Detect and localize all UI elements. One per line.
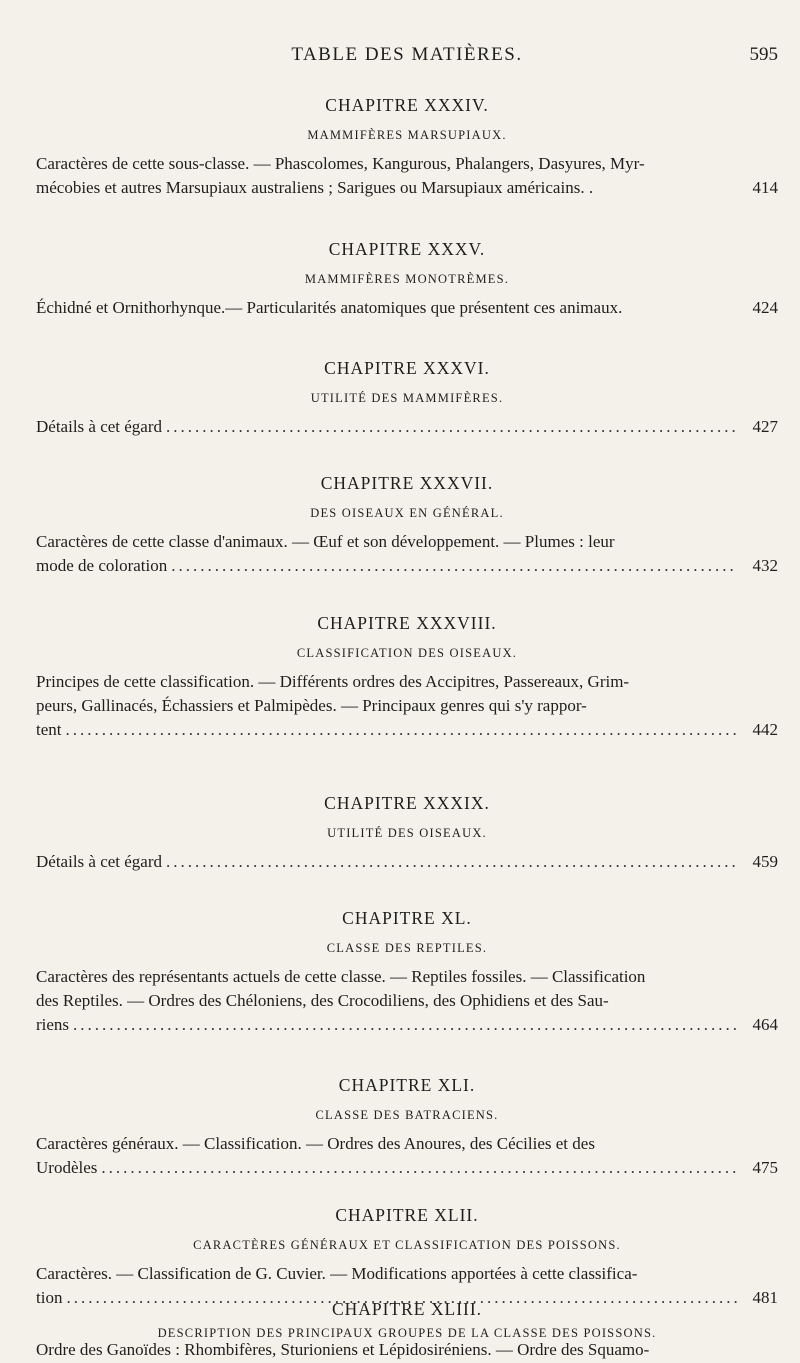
chapter-title: CHAPITRE XXXIV. — [325, 95, 489, 115]
entry-page: 481 — [752, 1288, 778, 1307]
chapter-title: CHAPITRE XXXVII. — [320, 473, 494, 493]
entry-tail: Détails à cet égard — [36, 852, 163, 871]
leader-dots — [171, 554, 738, 578]
entry-lead: Ordre des Ganoïdes : Rhombifères, Sturioniens et Lépidosiréniens. — Ordre des Squamo- — [36, 1340, 650, 1359]
chapter-title: CHAPITRE XLI. — [338, 1075, 476, 1095]
entry-final-line — [36, 718, 778, 742]
chapter-entry — [36, 1132, 778, 1180]
chapter-entry — [36, 1338, 778, 1362]
entry-lead: Caractères de cette classe d'animaux. — Œuf et son développement. — Plumes : leur — [36, 532, 615, 551]
entry-page: 475 — [752, 1158, 778, 1177]
chapter-subtitle: UTILITÉ DES OISEAUX. — [327, 826, 487, 840]
chapter-xliii-entry — [36, 1338, 778, 1362]
chapter-entry — [36, 415, 778, 439]
chapter-xxxv — [36, 236, 778, 320]
chapter-xlii — [36, 1202, 778, 1310]
leader-dots — [101, 1156, 738, 1180]
chapter-xxxiv — [36, 92, 778, 200]
chapter-xl — [36, 905, 778, 1037]
chapter-entry — [36, 152, 778, 200]
leader-dots — [166, 415, 738, 439]
entry-tail: tion — [36, 1288, 63, 1307]
running-head — [36, 44, 778, 74]
chapter-entry — [36, 296, 778, 320]
chapter-subtitle: DES OISEAUX EN GÉNÉRAL. — [310, 506, 504, 520]
entry-tail: Urodèles — [36, 1158, 98, 1177]
entry-page: 459 — [752, 852, 778, 871]
chapter-title: CHAPITRE XXXV. — [328, 239, 486, 259]
entry-final-line — [36, 415, 778, 439]
chapter-xxxviii — [36, 610, 778, 742]
chapter-title: CHAPITRE XXXVIII. — [317, 613, 497, 633]
entry-page: 424 — [752, 298, 778, 317]
chapter-title: CHAPITRE XLIII. — [331, 1299, 483, 1319]
leader-dots — [66, 718, 739, 742]
toc-page — [36, 0, 778, 1363]
entry-page: 464 — [752, 1015, 778, 1034]
chapter-xxxvii — [36, 470, 778, 578]
entry-page: 427 — [752, 417, 778, 436]
chapter-title: CHAPITRE XLII. — [335, 1205, 479, 1225]
chapter-title: CHAPITRE XXXIX. — [324, 793, 490, 813]
entry-final-line — [36, 554, 778, 578]
chapter-xli — [36, 1072, 778, 1180]
chapter-entry — [36, 670, 778, 742]
chapter-title: CHAPITRE XL. — [342, 908, 472, 928]
chapter-subtitle: CLASSIFICATION DES OISEAUX. — [296, 646, 518, 660]
entry-page: 442 — [752, 720, 778, 739]
entry-page: 414 — [752, 178, 778, 197]
page-title: TABLE DES MATIÈRES. — [291, 44, 523, 65]
entry-lead: Principes de cette classification. — Différents ordres des Accipitres, Passereaux, Grim- peurs, Gallinacés, Échassiers et Palmipèdes. — Principaux genres qui s'y rappor- — [36, 672, 630, 715]
entry-final-line — [36, 296, 778, 320]
entry-lead: Caractères. — Classification de G. Cuvier. — Modifications apportées à cette classifica- — [36, 1264, 638, 1283]
chapter-entry — [36, 530, 778, 578]
chapter-subtitle: CLASSE DES REPTILES. — [326, 941, 488, 955]
leader-dots — [166, 850, 738, 874]
entry-lead: Caractères de cette sous-classe. — Phascolomes, Kangurous, Phalangers, Dasyures, Myr- — [36, 154, 645, 173]
chapter-subtitle: CARACTÈRES GÉNÉRAUX ET CLASSIFICATION DES POISSONS. — [193, 1238, 621, 1252]
chapter-entry — [36, 850, 778, 874]
entry-tail: mode de coloration — [36, 556, 168, 575]
entry-final-line — [36, 176, 778, 200]
entry-final-line — [36, 850, 778, 874]
page-number: 595 — [749, 44, 778, 65]
chapter-subtitle: MAMMIFÈRES MONOTRÈMES. — [304, 272, 510, 286]
entry-tail: Détails à cet égard — [36, 417, 163, 436]
entry-final-line — [36, 1013, 778, 1037]
chapter-subtitle: CLASSE DES BATRACIENS. — [315, 1108, 499, 1122]
chapter-title: CHAPITRE XXXVI. — [324, 358, 490, 378]
chapter-subtitle: MAMMIFÈRES MARSUPIAUX. — [307, 128, 507, 142]
entry-tail: mécobies et autres Marsupiaux australiens ; Sarigues ou Marsupiaux américains. . — [36, 178, 594, 197]
chapter-subtitle: UTILITÉ DES MAMMIFÈRES. — [310, 391, 504, 405]
chapter-subtitle: DESCRIPTION DES PRINCIPAUX GROUPES DE LA CLASSE DES POISSONS. — [157, 1326, 657, 1340]
entry-tail: riens — [36, 1015, 70, 1034]
entry-lead: Caractères généraux. — Classification. — Ordres des Anoures, des Cécilies et des — [36, 1134, 595, 1153]
chapter-entry — [36, 965, 778, 1037]
chapter-xxxvi — [36, 355, 778, 439]
entry-tail: Échidné et Ornithorhynque.— Particularités anatomiques que présentent ces animaux. — [36, 298, 623, 317]
entry-tail: tent — [36, 720, 62, 739]
entry-page: 432 — [752, 556, 778, 575]
entry-lead: Caractères des représentants actuels de cette classe. — Reptiles fossiles. — Classification des Reptiles. — Ordres des Chéloniens, des Crocodiliens, des Ophidiens et des Sau- — [36, 967, 646, 1010]
entry-final-line — [36, 1156, 778, 1180]
chapter-xxxix — [36, 790, 778, 874]
leader-dots — [73, 1013, 738, 1037]
